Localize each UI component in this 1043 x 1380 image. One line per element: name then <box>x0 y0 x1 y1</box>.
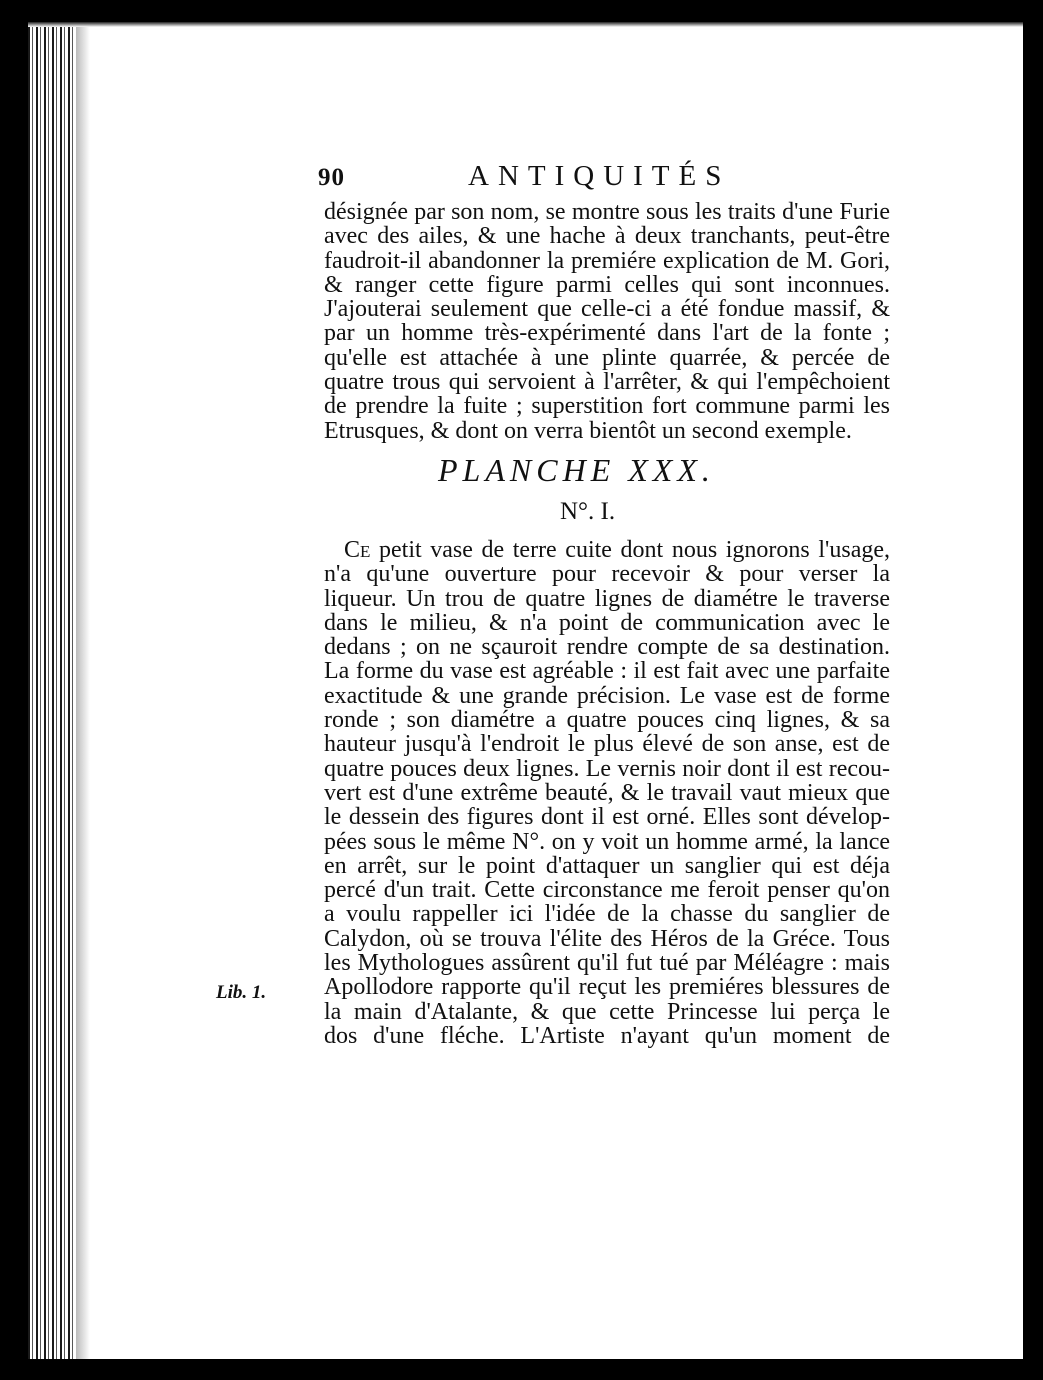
text-line: La forme du vase est agréable : il est fait avec une parfaite <box>324 658 890 685</box>
text-line: de prendre la fuite ; superstition fort commune parmi les <box>324 393 890 420</box>
first-line-rest: petit vase de terre cuite dont nous ignorons l'usage, <box>370 537 890 563</box>
running-title: ANTIQUITÉS <box>468 160 731 192</box>
text-line: Calydon, où se trouva l'élite des Héros de la Gréce. Tous <box>324 925 890 952</box>
text-line: quatre trous qui servoient à l'arrêter, & qui l'empêchoient <box>324 369 890 396</box>
text-line: n'a qu'une ouverture pour recevoir & pour verser la <box>324 561 890 588</box>
text-line-first <box>324 538 890 562</box>
text-line: par un homme très-expérimenté dans l'art de la fonte ; <box>324 320 890 347</box>
gutter-shadow <box>76 22 90 1359</box>
text-line: le dessein des figures dont il est orné. Elles sont dévelop- <box>324 804 890 831</box>
text-line: dedans ; on ne sçauroit rendre compte de sa destination. <box>324 634 890 661</box>
text-line: J'ajouterai seulement que celle-ci a été fondue massif, & <box>324 296 890 323</box>
text-line: faudroit-il abandonner la premiére explication de M. Gori, <box>324 247 890 274</box>
text-line: Apollodore rapporte qu'il reçut les premiéres blessures de <box>324 974 890 1001</box>
text-line: pées sous le même N°. on y voit un homme armé, la lance <box>324 828 890 855</box>
drop-lead-word: Ce <box>344 537 371 563</box>
page-gutter <box>28 22 76 1359</box>
text-line: liqueur. Un trou de quatre lignes de diamétre le traverse <box>324 585 890 612</box>
running-head <box>318 160 888 200</box>
margin-note: Lib. 1. <box>216 982 267 1003</box>
text-line: en arrêt, sur le point d'attaquer un sanglier qui est déja <box>324 852 890 879</box>
text-line: dos d'une fléche. L'Artiste n'ayant qu'un moment de <box>324 1022 890 1049</box>
text-line: ronde ; son diamétre a quatre pouces cinq lignes, & sa <box>324 707 890 734</box>
paragraph-1 <box>324 200 890 443</box>
text-line: vert est d'une extrême beauté, & le travail vaut mieux que <box>324 779 890 806</box>
text-line: avec des ailes, & une hache à deux tranchants, peut-être <box>324 223 890 250</box>
number-heading: N°. I. <box>560 498 616 525</box>
text-line: exactitude & une grande précision. Le vase est de forme <box>324 682 890 709</box>
text-line: désignée par son nom, se montre sous les traits d'une Furie <box>324 199 890 225</box>
text-line: qu'elle est attachée à une plinte quarrée, & percée de <box>324 344 890 371</box>
text-line: quatre pouces deux lignes. Le vernis noir dont il est recou- <box>324 755 890 782</box>
text-line: les Mythologues assûrent qu'il fut tué par Méléagre : mais <box>324 950 890 977</box>
text-line: Etrusques, & dont on verra bientôt un second exemple. <box>324 417 852 444</box>
text-line: & ranger cette figure parmi celles qui sont inconnues. <box>324 271 890 298</box>
plate-heading: PLANCHE XXX. <box>438 452 715 488</box>
book-page <box>28 22 1023 1359</box>
page-number: 90 <box>318 164 345 191</box>
text-line: la main d'Atalante, & que cette Princesse lui perça le <box>324 998 890 1025</box>
page-top-edge <box>28 22 1023 27</box>
text-line: dans le milieu, & n'a point de communication avec le <box>324 609 890 636</box>
text-line: hauteur jusqu'à l'endroit le plus élevé de son anse, est de <box>324 731 890 758</box>
text-line: a voulu rappeller ici l'idée de la chasse du sanglier de <box>324 901 890 928</box>
paragraph-2 <box>324 538 890 1048</box>
text-line: percé d'un trait. Cette circonstance me feroit penser qu'on <box>324 877 890 904</box>
